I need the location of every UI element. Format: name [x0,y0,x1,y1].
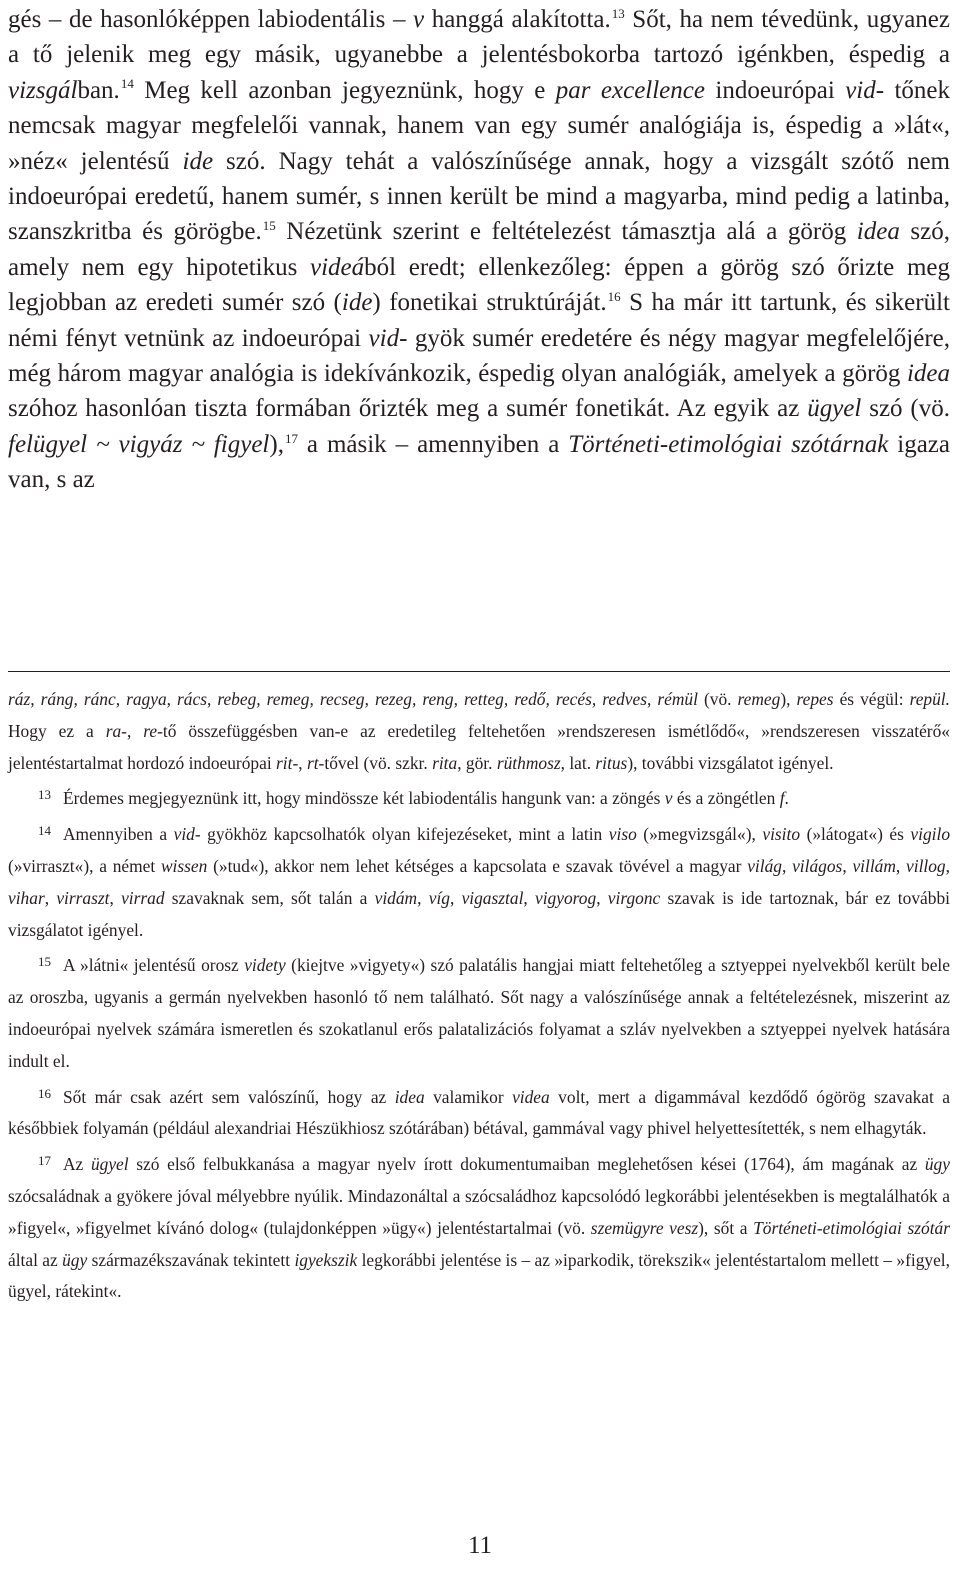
text-run: (vö. [697,689,738,709]
text-run: S ha már itt tartunk, és sikerült némi fényt vetnünk az indoeurópai [8,289,950,352]
text-run: , [781,855,793,876]
italic-term: ügy [62,1249,88,1270]
text-run: ) fonetikai struktúráját. [372,289,607,317]
footnote-15: 15 A »látni« jelentésű orosz videty (kiejtve »vigyety«) szó palatális hangjai miatt feltehetőleg a sztyeppei nyelvekből került bele az oroszba, ugyanis a germán nyelvekben hasonló tő nem található. Sőt nagy a valószínűsége annak a feltételezésnek, miszerint az indoeurópai nyelvek számára ismeretlen és szokatlanul erős palatalizációs folyamat a szláv nyelvekben a sztyeppei nyelvek hatására indult el. [8,954,950,1071]
italic-term: ráz, ráng, ránc, ragya, rács, rebeg, remeg, recseg, rezeg, reng, retteg, redő, recés, redves, rémül [8,689,698,709]
text-run: Hogy ez a [8,720,106,741]
text-run: (»tud«), akkor nem lehet kétséges a kapcsolata e szavak tövével a magyar [207,855,748,876]
italic-term: vid- [368,324,408,352]
text-run: , [126,720,144,741]
italic-term: rüthmosz [496,752,561,773]
text-run: szóhoz hasonlóan tiszta formában őrizték meg a sumér fonetikát. Az egyik az [8,395,808,423]
footnote-separator [8,671,950,672]
footnote-ref: 14 [120,76,134,92]
text-run: legkorábbi jelentése is – az »iparkodik, törekszik« jelentéstartalom mellett – »figyel, ügyel, rátekint«. [8,1249,950,1302]
italic-term: ügyel [90,1154,129,1175]
text-run: szó első felbukkanása a magyar nyelv írott dokumentumaiban meglehetősen kései (1764), ám magának az [128,1154,925,1175]
text-run: , gör. [457,752,497,773]
text-run: származékszavának tekintett [87,1249,295,1270]
text-run: volt, mert a digammával kezdődő ógörög szavakat a későbbiek folyamán (például alexandriai Hészükhiosz szótárában) bétával, gammával vagy phivel helyettesítették, s nem elhagyták. [8,1086,951,1139]
italic-term: videa [512,1086,550,1107]
footnote-13: 13 Érdemes megjegyeznünk itt, hogy mindössze két labiodentális hangunk van: a zöngés v és a zöngétlen f. [38,787,789,809]
italic-term: rita [432,752,458,773]
italic-term: ide [341,289,373,317]
text-run: (kiejtve »vigyety«) szó palatális hangjai miatt feltehetőleg a sztyeppei nyelvekből került bele az oroszba, ugyanis a germán nyelvekben hasonló tő nem található. Sőt nagy a valószínűsége annak a feltételezésnek, miszerint az indoeurópai nyelvek számára ismeretlen és szokatlanul erős palatalizációs folyamat a szláv nyelvekben a sztyeppei nyelvek hatására indult el. [8,955,950,1071]
italic-term: virrad [121,887,165,908]
footnote-ref: 16 [607,288,621,304]
italic-term: virgonc [607,887,661,908]
footnote-16: 16 Sőt már csak azért sem valószínű, hogy az idea valamikor videa volt, mert a digammával kezdődő ógörög szavakat a későbbiek folyamán (például alexandriai Hészükhiosz szótárában) bétával, gammával vagy phivel helyettesítették, s nem elhagyták. [8,1085,951,1139]
italic-term: v [413,6,425,33]
italic-term: idea [856,218,900,246]
text-run: ), további vizsgálatot igényel. [627,752,834,773]
text-run: A »látni« jelentésű orosz [63,955,245,976]
italic-term: ügyel [807,395,862,423]
text-run: és a zöngétlen [672,788,780,809]
text-run: tő összefüggésben van-e az eredetileg feltehetően »rendszeresen ismétlődő«, »rendszeresen visszatérő« jelentéstartalmat hordozó indoeurópai [8,720,950,773]
text-run: és végül: [833,689,910,709]
text-run: gyökhöz kapcsolhatók olyan kifejezéseket, mint a latin [200,824,609,845]
footnote-ref: 17 [284,430,298,446]
italic-term: ritus [595,752,628,773]
text-run: a másik – amennyiben a [297,430,569,458]
italic-term: v [664,788,673,809]
italic-term: vigyorog [535,887,597,908]
italic-term: vigasztal [461,887,524,908]
text-run: ), [269,430,284,458]
text-run: Sőt, ha nem tévedünk, ugyanez a tő jelenik meg egy másik, ugyanebbe a jelentésbokorba tartozó igénkben, éspedig a [8,6,950,69]
text-run: ), [780,689,797,709]
text-run: (»látogat«) és [800,824,911,845]
text-run: Az [63,1154,91,1175]
text-run: valamikor [424,1086,513,1107]
footnotes [8,684,950,1312]
italic-term: Történeti-etimológiai szótár [753,1217,950,1238]
italic-term: videty [244,955,286,976]
italic-term: repül. [909,689,950,709]
text-run: , [298,752,307,773]
italic-term: vidám [374,887,418,908]
italic-term: visito [762,824,801,845]
text-run: ból eredt; ellenkezőleg: éppen a görög szó őrizte meg legjobban az eredeti sumér szó ( [8,253,950,317]
page-number: 11 [467,1532,493,1559]
text-run: szavaknak sem, sőt talán a [164,887,375,908]
italic-term: re- [143,720,163,741]
italic-term: vid- [173,824,201,845]
text-run: Érdemes megjegyeznünk itt, hogy mindössze két labiodentális hangunk van: a zöngés [63,788,665,809]
italic-term: wissen [160,855,208,876]
footnote-14: 14 Amennyiben a vid- gyökhöz kapcsolhatók olyan kifejezéseket, mint a latin viso (»megvizsgál«), visito (»látogat«) és vigilo (»virraszt«), a német wissen (»tud«), akkor nem lehet kétséges a kapcsolata e szavak tövével a magyar világ, világos, villám, villog, vihar, virraszt, virrad szavaknak sem, sőt talán a vidám, víg, vigasztal, vigyorog, virgonc szavak is ide tartoznak, bár ez további vizsgálatot igényel. [8,823,951,940]
text-run: , lat. [560,752,596,773]
text-run: , [417,887,429,908]
text-run: szó. Nagy tehát a valószínűsége annak, hogy a vizsgált szótő nem indoeurópai eredetű, hanem sumér, s innen került be mind a magyarba, mind pedig a latinba, szanszkritba és görögbe. [8,147,950,246]
text-run: gés – de hasonlóképpen labiodentális – [8,6,414,33]
text-run: szavak is ide tartoznak, bár ez további vizsgálatot igényel. [8,887,950,940]
text-run: igaza van, s az [8,430,950,494]
text-run: (»megvizsgál«), [636,824,763,845]
text-run: , [109,887,122,908]
italic-term: viso [608,824,637,845]
text-run: , [945,855,950,876]
italic-term: villog [906,855,946,876]
text-run: , [842,855,853,876]
text-run: ban. [77,76,120,104]
italic-term: villám [852,855,896,876]
italic-term: világos [792,855,843,876]
text-run: Sőt már csak azért sem valószínű, hogy az [63,1086,395,1107]
text-run: (»virraszt«), a német [8,855,161,876]
italic-term: vizsgál [8,76,78,104]
text-run: Nézetünk szerint e feltételezést támasztja alá a görög [275,218,857,246]
text-run: szócsaládnak a gyökere jóval mélyebbre nyúlik. Mindazonáltal a szócsaládhoz kapcsolódó legkorábbi jelentésekben is megtalálhatók a »figyel«, »figyelmet kívánó dolog« (tulajdonképpen »ügy«) jelentéstartalmai (vö. [8,1185,950,1238]
text-run: gyök sumér eredetére és négy magyar megfelelőjére, még három magyar analógia is idekívánkozik, éspedig olyan analógiák, amelyek a görög [8,324,950,388]
text-run: tőnek nemcsak magyar megfelelői vannak, hanem van egy sumér analógiája is, éspedig a »lát«, »néz« jelentésű [8,76,951,175]
italic-term: felügyel ~ vigyáz ~ figyel [8,430,270,458]
text-run: , [895,855,907,876]
text-run: . [784,788,789,809]
italic-term: vihar [8,887,45,908]
italic-term: ügy [924,1154,950,1175]
italic-term: igyekszik [294,1249,358,1270]
italic-term: vid- [845,76,885,104]
text-run: Amennyiben a [63,824,174,845]
text-run: ), sőt a [698,1217,754,1238]
text-run: Meg kell azonban jegyeznünk, hogy e [133,76,556,104]
text-run: szó (vö. [861,395,950,423]
italic-term: f [779,788,785,809]
italic-term: idea [394,1086,425,1107]
italic-term: rt- [306,752,325,773]
italic-term: ide [182,147,214,175]
text-run: hanggá alakította. [424,6,611,33]
italic-term: Történeti-etimológiai szótárnak [568,430,889,458]
footnote-17: 17 Az ügyel szó első felbukkanása a magyar nyelv írott dokumentumaiban meglehetősen kései (1764), ám magának az ügy szócsaládnak a gyökere jóval mélyebbre nyúlik. Mindazonáltal a szócsaládhoz kapcsolódó legkorábbi jelentésekben is megtalálhatók a »figyel«, »figyelmet kívánó dolog« (tulajdonképpen »ügy«) jelentéstartalmai (vö. szemügyre vesz), sőt a Történeti-etimológiai szótár által az ügy származékszavának tekintett igyekszik legkorábbi jelentése is – az »iparkodik, törekszik« jelentéstartalom mellett – »figyel, ügyel, rátekint«. [8,1153,950,1302]
italic-term: rit- [276,752,299,773]
text-run: , [523,887,535,908]
text-run: által az [8,1249,63,1270]
italic-term: repes [796,689,834,709]
text-run: indoeurópai [704,76,846,104]
text-run: tővel (vö. szkr. [324,752,433,773]
italic-term: remeg [737,689,781,709]
italic-term: videá [310,253,365,281]
italic-term: idea [906,360,950,388]
text-run: , [44,887,57,908]
text-run: , [449,887,462,908]
italic-term: világ [747,855,782,876]
footnote-continued [8,684,950,779]
text-run: , [596,887,608,908]
italic-term: szemügyre vesz [590,1217,699,1238]
italic-term: par excellence [555,76,705,104]
italic-term: víg [428,887,450,908]
body-paragraph [8,0,950,498]
italic-term: virraszt [56,887,110,908]
italic-term: ra- [105,720,127,741]
footnote-ref: 13 [611,5,625,21]
footnote-ref: 15 [262,218,276,234]
text-run: szó, amely nem egy hipotetikus [8,218,950,281]
italic-term: vigilo [910,824,951,845]
